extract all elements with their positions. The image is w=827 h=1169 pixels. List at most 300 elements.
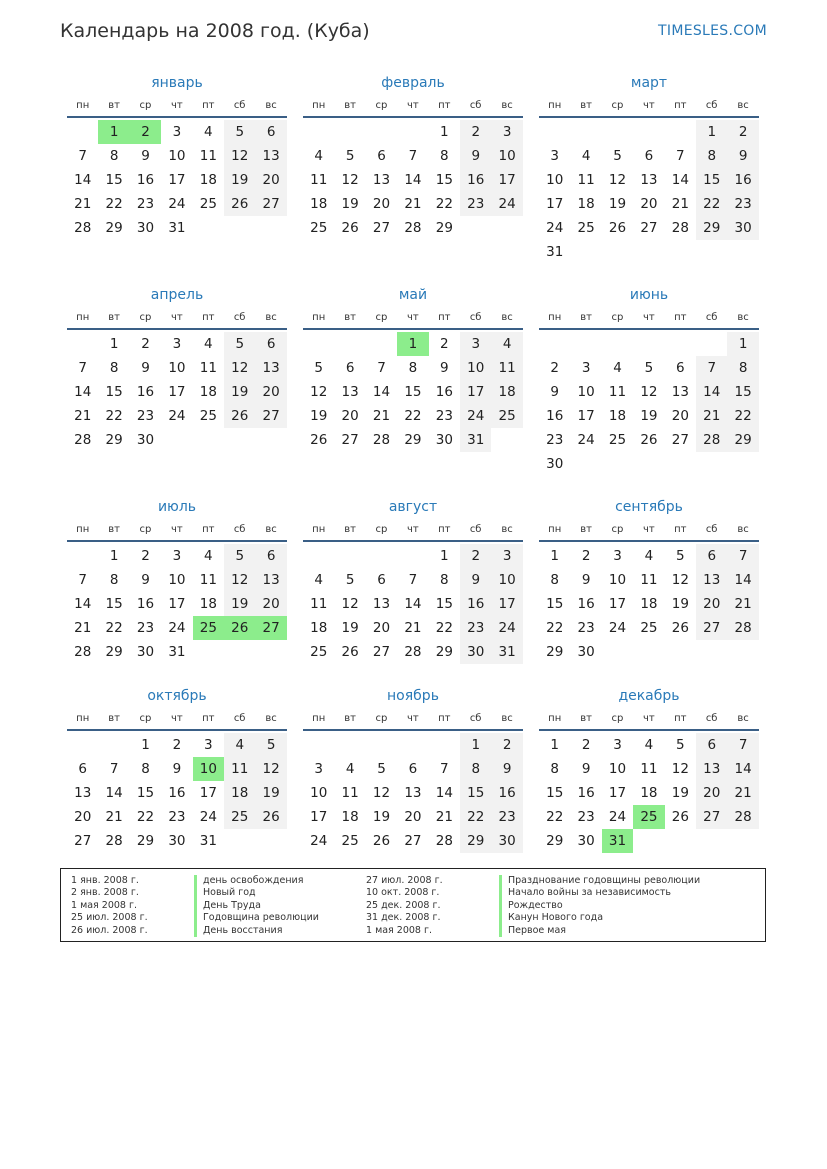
day-cell: 23 [491, 805, 522, 829]
day-cell: 4 [204, 548, 213, 564]
day-cell: 12 [310, 384, 328, 400]
day-grid [67, 120, 287, 240]
day-cell: 11 [199, 360, 217, 376]
day-cell: 29 [696, 216, 727, 240]
day-cell: 24 [168, 196, 186, 212]
day-cell: 16 [727, 168, 758, 192]
legend-holiday-name: день освобождения [194, 875, 319, 887]
day-cell: 14 [671, 172, 689, 188]
page-title: Календарь на 2008 год. (Куба) [60, 20, 370, 42]
day-cell: 26 [224, 404, 255, 428]
weekday-header [539, 707, 759, 731]
day-cell: 10 [608, 761, 627, 777]
day-cell: 22 [546, 809, 564, 825]
legend-date: 31 дек. 2008 г. [366, 912, 441, 924]
empty-cell [602, 332, 633, 356]
legend-left-dates [71, 875, 148, 937]
weekday-label: чт [407, 311, 419, 323]
weekday-header [67, 306, 287, 330]
legend-right-dates [366, 875, 443, 937]
month-block [67, 284, 287, 452]
day-cell: 28 [105, 833, 123, 849]
day-cell: 16 [546, 408, 564, 424]
day-cell: 2 [172, 737, 182, 753]
weekday-header [67, 518, 287, 542]
day-cell: 13 [255, 356, 286, 380]
empty-cell [602, 120, 633, 144]
day-cell: 18 [640, 785, 658, 801]
day-grid [303, 120, 523, 240]
day-cell: 31 [491, 640, 522, 664]
day-cell: 16 [577, 785, 595, 801]
day-cell: 13 [671, 384, 689, 400]
day-cell: 31 [546, 244, 564, 260]
day-cell: 13 [640, 172, 658, 188]
day-cell: 13 [341, 384, 359, 400]
weekday-label: вт [108, 712, 120, 724]
empty-cell [334, 120, 365, 144]
day-cell: 30 [577, 833, 595, 849]
empty-cell [366, 733, 397, 757]
day-cell: 26 [640, 432, 658, 448]
day-cell: 26 [341, 644, 359, 660]
weekday-label: пт [202, 712, 215, 724]
weekday-label: пн [76, 712, 90, 724]
day-cell: 11 [199, 148, 217, 164]
day-cell: 25 [577, 220, 595, 236]
day-cell: 7 [109, 761, 119, 777]
day-cell: 31 [460, 428, 491, 452]
day-grid [539, 733, 759, 853]
day-cell: 28 [74, 432, 92, 448]
month-name: январь [151, 75, 203, 91]
day-cell: 29 [546, 644, 564, 660]
day-cell: 23 [136, 620, 155, 636]
day-cell: 6 [676, 360, 685, 376]
empty-cell [665, 332, 696, 356]
day-cell: 19 [671, 785, 689, 801]
empty-cell [397, 733, 428, 757]
day-cell: 15 [546, 596, 564, 612]
day-cell: 9 [141, 572, 150, 588]
empty-cell [570, 120, 601, 144]
day-cell: 19 [310, 408, 328, 424]
day-cell: 27 [372, 644, 391, 660]
day-cell: 18 [224, 781, 255, 805]
day-grid [539, 120, 759, 264]
day-cell: 17 [168, 384, 186, 400]
day-cell: 29 [105, 432, 123, 448]
day-cell: 11 [640, 761, 658, 777]
day-cell: 20 [372, 196, 391, 212]
weekday-label: вт [108, 99, 120, 111]
day-cell: 4 [314, 572, 323, 588]
day-cell: 28 [372, 432, 391, 448]
day-cell: 30 [168, 833, 186, 849]
day-cell: 16 [168, 785, 186, 801]
day-cell: 30 [136, 220, 155, 236]
day-cell: 19 [341, 196, 359, 212]
day-cell: 3 [172, 124, 182, 140]
day-cell: 21 [74, 196, 92, 212]
empty-cell [303, 544, 334, 568]
legend-right-names [499, 875, 700, 937]
day-cell: 17 [608, 785, 627, 801]
day-cell: 26 [671, 620, 689, 636]
day-cell: 30 [491, 829, 522, 853]
day-cell: 22 [435, 620, 453, 636]
weekday-label: вс [737, 99, 749, 111]
day-cell: 24 [310, 833, 328, 849]
day-cell: 5 [224, 544, 255, 568]
month-name: октябрь [147, 688, 207, 704]
day-cell: 14 [404, 596, 422, 612]
day-cell: 12 [224, 356, 255, 380]
day-cell: 7 [408, 572, 418, 588]
holiday-day-cell: 25 [193, 616, 224, 640]
day-cell: 8 [109, 572, 119, 588]
day-cell: 15 [460, 781, 491, 805]
holiday-day-cell: 31 [602, 829, 633, 853]
weekday-header [539, 306, 759, 330]
day-cell: 22 [105, 620, 123, 636]
month-block [303, 496, 523, 664]
weekday-label: вт [344, 311, 356, 323]
day-cell: 23 [460, 616, 491, 640]
holiday-day-cell: 1 [98, 120, 129, 144]
day-cell: 23 [577, 620, 595, 636]
day-cell: 3 [172, 548, 182, 564]
weekday-header [303, 707, 523, 731]
weekday-header [539, 94, 759, 118]
day-cell: 13 [404, 785, 422, 801]
day-cell: 4 [581, 148, 591, 164]
day-cell: 27 [640, 220, 658, 236]
weekday-label: пн [312, 712, 326, 724]
month-name: февраль [381, 75, 445, 91]
day-cell: 7 [440, 761, 449, 777]
day-cell: 9 [141, 148, 150, 164]
day-cell: 28 [671, 220, 689, 236]
day-grid [539, 544, 759, 664]
day-cell: 18 [640, 596, 658, 612]
day-grid [67, 733, 287, 853]
day-cell: 1 [109, 336, 119, 352]
day-cell: 24 [199, 809, 217, 825]
day-cell: 24 [608, 809, 627, 825]
day-cell: 20 [696, 592, 727, 616]
day-cell: 11 [199, 572, 217, 588]
day-cell: 25 [608, 432, 627, 448]
site-brand-link[interactable]: TIMESLES.COM [658, 23, 767, 39]
weekday-label: пт [438, 523, 451, 535]
day-cell: 25 [224, 805, 255, 829]
weekday-label: сб [469, 523, 482, 535]
day-cell: 17 [460, 380, 491, 404]
legend-date: 10 окт. 2008 г. [366, 887, 440, 899]
day-cell: 23 [577, 809, 595, 825]
day-cell: 3 [491, 544, 522, 568]
weekday-label: пн [76, 311, 90, 323]
weekday-label: чт [643, 311, 655, 323]
weekday-label: чт [643, 712, 655, 724]
weekday-label: ср [611, 523, 624, 535]
weekday-label: вс [501, 712, 513, 724]
day-cell: 30 [435, 432, 453, 448]
day-cell: 2 [581, 548, 591, 564]
day-cell: 15 [435, 172, 453, 188]
weekday-label: пн [548, 311, 562, 323]
day-cell: 17 [491, 168, 522, 192]
day-cell: 9 [491, 757, 522, 781]
day-cell: 22 [404, 408, 422, 424]
day-cell: 7 [377, 360, 386, 376]
day-cell: 11 [640, 572, 658, 588]
day-cell: 18 [199, 172, 217, 188]
day-cell: 13 [255, 568, 286, 592]
weekday-label: вт [344, 712, 356, 724]
day-cell: 4 [314, 148, 323, 164]
day-cell: 19 [255, 781, 286, 805]
day-cell: 18 [310, 196, 328, 212]
day-cell: 5 [676, 737, 685, 753]
day-cell: 1 [550, 737, 559, 753]
day-cell: 5 [377, 761, 386, 777]
day-cell: 26 [310, 432, 328, 448]
day-cell: 19 [341, 620, 359, 636]
day-cell: 10 [491, 568, 522, 592]
weekday-label: пн [76, 99, 90, 111]
weekday-label: чт [171, 311, 183, 323]
day-cell: 2 [491, 733, 522, 757]
day-cell: 23 [136, 408, 155, 424]
day-cell: 16 [491, 781, 522, 805]
day-cell: 31 [168, 644, 186, 660]
day-cell: 21 [696, 404, 727, 428]
day-cell: 3 [613, 548, 622, 564]
day-cell: 20 [341, 408, 359, 424]
day-cell: 12 [255, 757, 286, 781]
day-cell: 2 [460, 544, 491, 568]
weekday-label: вс [737, 712, 749, 724]
day-cell: 26 [671, 809, 689, 825]
day-cell: 10 [310, 785, 328, 801]
day-cell: 11 [491, 356, 522, 380]
day-cell: 25 [199, 196, 217, 212]
day-cell: 25 [310, 220, 328, 236]
day-cell: 30 [577, 644, 595, 660]
day-cell: 1 [109, 548, 119, 564]
day-cell: 12 [671, 761, 689, 777]
legend-date: 1 мая 2008 г. [71, 899, 137, 911]
day-cell: 16 [435, 384, 453, 400]
day-cell: 21 [727, 592, 758, 616]
day-cell: 3 [491, 120, 522, 144]
empty-cell [67, 332, 98, 356]
weekday-label: вт [344, 523, 356, 535]
day-cell: 13 [372, 596, 391, 612]
holiday-day-cell: 26 [224, 616, 255, 640]
day-cell: 19 [224, 168, 255, 192]
legend-date: 2 янв. 2008 г. [71, 887, 139, 899]
day-cell: 26 [255, 805, 286, 829]
weekday-header [67, 94, 287, 118]
legend-holiday-name: Первое мая [499, 925, 700, 937]
weekday-label: пт [202, 311, 215, 323]
legend-date: 27 июл. 2008 г. [366, 875, 443, 886]
day-cell: 25 [199, 408, 217, 424]
day-cell: 5 [345, 572, 355, 588]
day-cell: 6 [255, 120, 286, 144]
day-cell: 2 [440, 336, 449, 352]
weekday-label: ср [139, 523, 152, 535]
weekday-label: сб [705, 311, 718, 323]
day-cell: 7 [727, 733, 758, 757]
day-cell: 17 [168, 172, 186, 188]
weekday-label: пн [548, 99, 562, 111]
legend-holiday-name: День восстания [194, 925, 319, 937]
day-cell: 16 [460, 168, 491, 192]
day-cell: 7 [727, 544, 758, 568]
day-cell: 22 [105, 408, 123, 424]
day-cell: 20 [671, 408, 689, 424]
day-cell: 6 [255, 332, 286, 356]
weekday-label: сб [705, 99, 718, 111]
day-cell: 15 [435, 596, 453, 612]
weekday-label: пн [312, 523, 326, 535]
day-cell: 18 [608, 408, 627, 424]
weekday-label: вс [501, 99, 513, 111]
day-cell: 29 [727, 428, 758, 452]
weekday-label: сб [469, 99, 482, 111]
day-cell: 29 [460, 829, 491, 853]
weekday-label: пт [438, 311, 451, 323]
weekday-label: вт [580, 523, 592, 535]
day-cell: 2 [727, 120, 758, 144]
empty-cell [67, 544, 98, 568]
day-cell: 18 [199, 384, 217, 400]
day-cell: 21 [74, 620, 92, 636]
day-cell: 11 [341, 785, 359, 801]
day-cell: 30 [546, 456, 564, 472]
day-cell: 14 [696, 380, 727, 404]
day-cell: 13 [696, 757, 727, 781]
day-cell: 12 [671, 572, 689, 588]
month-block [539, 496, 759, 664]
day-cell: 11 [577, 172, 595, 188]
legend-holiday-name: День Труда [194, 900, 319, 912]
day-cell: 24 [491, 616, 522, 640]
day-cell: 17 [577, 408, 595, 424]
day-cell: 10 [168, 148, 186, 164]
day-cell: 16 [136, 172, 155, 188]
day-cell: 21 [404, 620, 422, 636]
weekday-label: пт [202, 99, 215, 111]
day-cell: 5 [345, 148, 355, 164]
day-cell: 8 [440, 148, 449, 164]
day-cell: 1 [550, 548, 559, 564]
weekday-label: вс [265, 523, 277, 535]
empty-cell [539, 332, 570, 356]
day-cell: 28 [74, 644, 92, 660]
day-cell: 24 [546, 220, 564, 236]
day-cell: 21 [435, 809, 453, 825]
day-cell: 13 [74, 785, 92, 801]
day-cell: 17 [199, 785, 217, 801]
day-cell: 12 [341, 596, 359, 612]
day-cell: 21 [105, 809, 123, 825]
weekday-label: чт [407, 99, 419, 111]
day-cell: 17 [491, 592, 522, 616]
month-block [303, 284, 523, 452]
weekday-label: сб [233, 99, 246, 111]
day-cell: 14 [727, 757, 758, 781]
day-cell: 3 [613, 737, 622, 753]
day-cell: 22 [136, 809, 155, 825]
month-block [539, 284, 759, 476]
day-cell: 24 [608, 620, 627, 636]
legend-holiday-name: Годовщина революции [194, 912, 319, 924]
legend-holiday-name: Новый год [194, 887, 319, 899]
day-cell: 9 [581, 761, 591, 777]
day-cell: 4 [345, 761, 355, 777]
day-cell: 7 [676, 148, 685, 164]
day-cell: 3 [581, 360, 591, 376]
day-cell: 27 [341, 432, 359, 448]
weekday-label: вт [580, 311, 592, 323]
day-cell: 25 [310, 644, 328, 660]
day-cell: 11 [310, 172, 328, 188]
legend-date: 1 мая 2008 г. [366, 924, 432, 936]
day-cell: 22 [546, 620, 564, 636]
day-cell: 20 [255, 380, 286, 404]
weekday-label: сб [233, 311, 246, 323]
day-cell: 12 [640, 384, 658, 400]
weekday-label: ср [139, 712, 152, 724]
day-cell: 28 [727, 616, 758, 640]
day-cell: 5 [314, 360, 323, 376]
weekday-label: ср [375, 99, 388, 111]
weekday-label: сб [705, 523, 718, 535]
day-cell: 5 [676, 548, 685, 564]
day-cell: 8 [109, 360, 119, 376]
day-cell: 16 [136, 384, 155, 400]
weekday-label: пн [548, 523, 562, 535]
weekday-label: пн [312, 311, 326, 323]
day-cell: 4 [224, 733, 255, 757]
month-name: июль [157, 499, 197, 515]
day-cell: 19 [372, 809, 391, 825]
day-cell: 27 [372, 220, 391, 236]
day-cell: 9 [440, 360, 449, 376]
weekday-label: чт [643, 523, 655, 535]
day-cell: 20 [255, 592, 286, 616]
day-cell: 15 [105, 384, 123, 400]
day-cell: 6 [696, 544, 727, 568]
day-cell: 24 [491, 192, 522, 216]
day-cell: 8 [109, 148, 119, 164]
day-cell: 21 [727, 781, 758, 805]
day-cell: 1 [440, 124, 449, 140]
weekday-header [303, 518, 523, 542]
weekday-label: вт [108, 311, 120, 323]
day-cell: 10 [577, 384, 595, 400]
weekday-label: вс [265, 712, 277, 724]
day-cell: 19 [608, 196, 627, 212]
day-cell: 14 [372, 384, 391, 400]
day-cell: 15 [727, 380, 758, 404]
weekday-label: ср [611, 712, 624, 724]
